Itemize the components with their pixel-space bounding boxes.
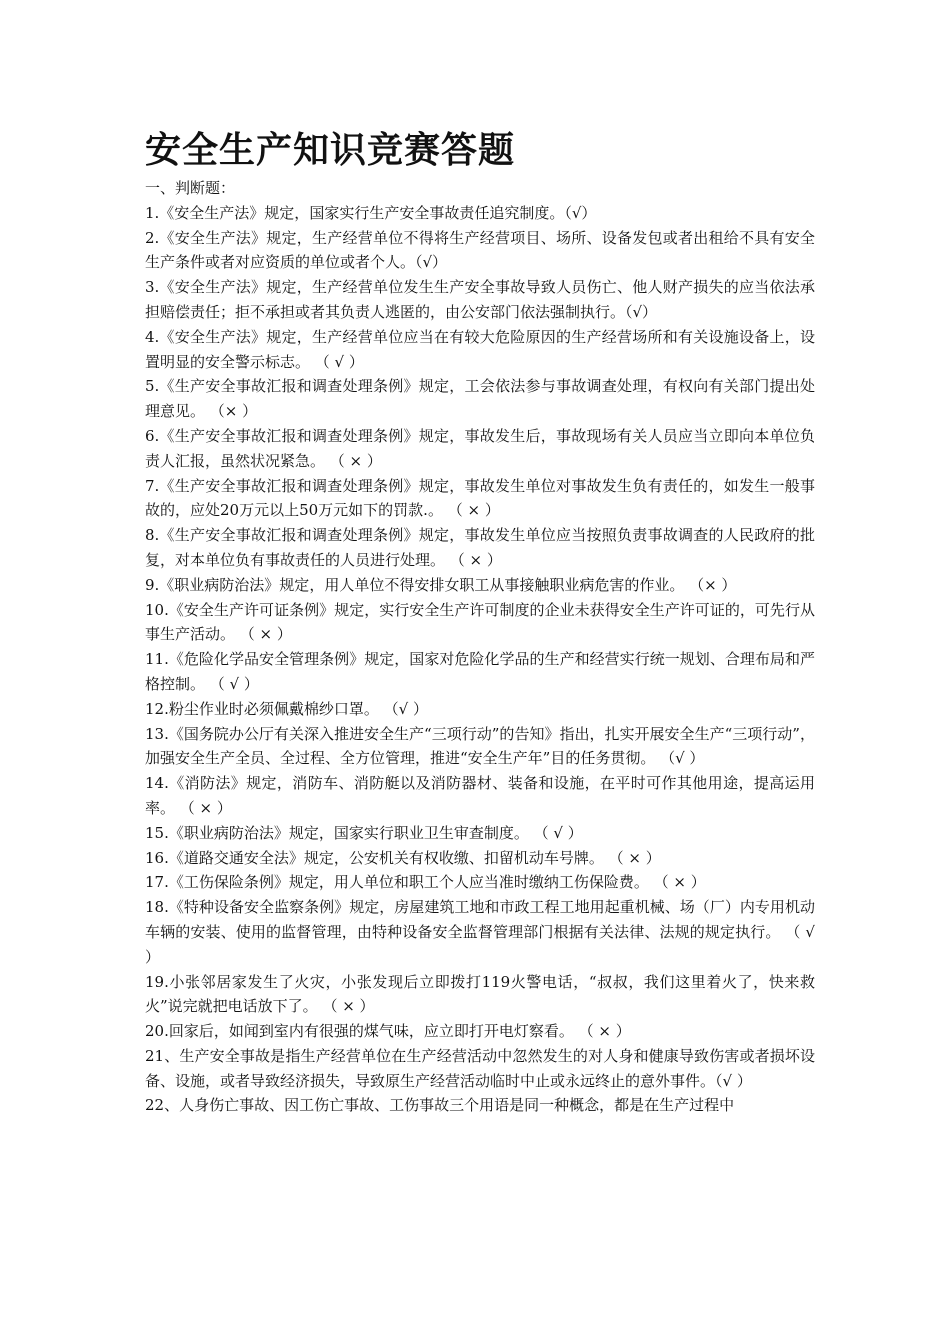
question-item: 5.《生产安全事故汇报和调查处理条例》规定，工会依法参与事故调查处理，有权向有关部门提出处理意见。 （× ） <box>145 377 815 421</box>
question-item: 18.《特种设备安全监察条例》规定，房屋建筑工地和市政工程工地用起重机械、场（厂）内专用机动车辆的安装、使用的监督管理，由特种设备安全监督管理部门根据有关法律、法规的规定执行。 （ √ ） <box>145 898 820 966</box>
question-item: 17.《工伤保险条例》规定，用人单位和职工个人应当准时缴纳工伤保险费。 （ × ） <box>145 873 706 892</box>
question-item: 21、生产安全事故是指生产经营单位在生产经营活动中忽然发生的对人身和健康导致伤害或者损坏设备、设施，或者导致经济损失，导致原生产经营活动临时中止或永远终止的意外事件。（√ ） <box>145 1046 815 1090</box>
question-item: 3.《安全生产法》规定，生产经营单位发生生产安全事故导致人员伤亡、他人财产损失的应当依法承担赔偿责任；拒不承担或者其负责人逃匿的，由公安部门依法强制执行。（√） <box>145 278 815 321</box>
question-item: 9.《职业病防治法》规定，用人单位不得安排女职工从事接触职业病危害的作业。 （× ） <box>145 575 737 594</box>
question-item: 22、人身伤亡事故、因工伤亡事故、工伤事故三个用语是同一种概念，都是在生产过程中 <box>145 1096 735 1115</box>
question-item: 12.粉尘作业时必须佩戴棉纱口罩。 （√ ） <box>145 699 428 718</box>
question-item: 14.《消防法》规定，消防车、消防艇以及消防器材、装备和设施，在平时可作其他用途，提高运用率。 （ × ） <box>145 774 815 817</box>
question-list <box>145 201 820 1118</box>
section-heading: 一、判断题： <box>145 179 236 197</box>
question-item: 13.《国务院办公厅有关深入推进安全生产“三项行动”的告知》指出，扎实开展安全生产“三项行动”，加强安全生产全员、全过程、全方位管理，推进“安全生产年”目的任务贯彻。 （√ ） <box>145 724 815 768</box>
question-item: 6.《生产安全事故汇报和调查处理条例》规定，事故发生后，事故现场有关人员应当立即向本单位负责人汇报，虽然状况紧急。 （ × ） <box>145 426 815 470</box>
question-item: 15.《职业病防治法》规定，国家实行职业卫生审查制度。 （ √ ） <box>145 823 583 842</box>
question-item: 7.《生产安全事故汇报和调查处理条例》规定，事故发生单位对事故发生负有责任的，如发生一般事故的，应处20万元以上50万元如下的罚款.。 （ × ） <box>145 476 815 520</box>
question-item: 4.《安全生产法》规定，生产经营单位应当在有较大危险原因的生产经营场所和有关设施设备上，设置明显的安全警示标志。 （ √ ） <box>145 327 815 371</box>
document-page <box>145 126 820 1118</box>
question-item: 1.《安全生产法》规定，国家实行生产安全事故责任追究制度。（√） <box>145 203 597 222</box>
question-item: 19.小张邻居家发生了火灾，小张发现后立即拨打119火警电话，“叔叔，我们这里着火了，快来救火”说完就把电话放下了。 （ × ） <box>145 972 815 1016</box>
question-item: 16.《道路交通安全法》规定，公安机关有权收缴、扣留机动车号牌。 （ × ） <box>145 848 661 867</box>
question-item: 11.《危险化学品安全管理条例》规定，国家对危险化学品的生产和经营实行统一规划、合理布局和严格控制。 （ √ ） <box>145 650 815 693</box>
question-item: 10.《安全生产许可证条例》规定，实行安全生产许可制度的企业未获得安全生产许可证的，可先行从事生产活动。 （ × ） <box>145 600 815 644</box>
question-item: 8.《生产安全事故汇报和调查处理条例》规定，事故发生单位应当按照负责事故调查的人民政府的批复，对本单位负有事故责任的人员进行处理。 （ × ） <box>145 526 815 569</box>
question-item: 2.《安全生产法》规定，生产经营单位不得将生产经营项目、场所、设备发包或者出租给不具有安全生产条件或者对应资质的单位或者个人。（√） <box>145 228 815 272</box>
question-item: 20.回家后，如闻到室内有很强的煤气味，应立即打开电灯察看。 （ × ） <box>145 1022 631 1041</box>
document-title: 安全生产知识竞赛答题 <box>145 129 516 171</box>
